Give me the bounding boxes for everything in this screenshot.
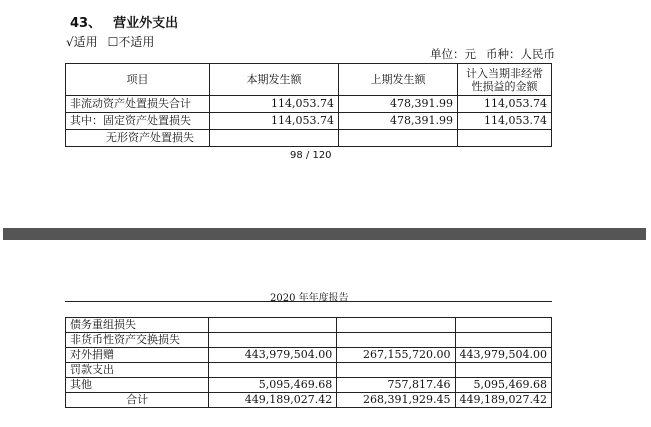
row-label: 非流动资产处置损失合计 <box>66 96 210 113</box>
header-prior-period: 上期发生额 <box>339 64 458 96</box>
table-row <box>66 348 552 363</box>
table-row <box>66 378 552 393</box>
nonrecurring-value: 114,053.74 <box>458 96 552 113</box>
current-period-value <box>210 130 339 147</box>
nonrecurring-value <box>455 333 551 348</box>
page-number: 98 / 120 <box>290 150 332 161</box>
row-label: 对外捐赠 <box>66 348 209 363</box>
table-row <box>66 318 552 333</box>
nonrecurring-value: 443,979,504.00 <box>455 348 551 363</box>
row-label: 无形资产处置损失 <box>66 130 210 147</box>
header-nonrecurring <box>458 64 552 96</box>
header-current-period: 本期发生额 <box>210 64 339 96</box>
section-heading: 营业外支出 <box>113 16 179 31</box>
report-header: 2020 年年度报告 <box>270 293 349 304</box>
nonrecurring-value <box>455 318 551 333</box>
total-nonrecurring: 449,189,027.42 <box>455 393 551 408</box>
nonrecurring-value <box>458 130 552 147</box>
prior-period-value: 478,391.99 <box>339 113 458 130</box>
table-row <box>66 113 552 130</box>
current-period-value: 114,053.74 <box>210 113 339 130</box>
applicability-options <box>66 33 154 50</box>
total-label: 合计 <box>66 393 209 408</box>
applicable-option: √适用 <box>66 35 98 49</box>
row-label: 其他 <box>66 378 209 393</box>
prior-period-value <box>339 130 458 147</box>
non-operating-expense-table-top <box>65 63 552 147</box>
row-label: 非货币性资产交换损失 <box>66 333 209 348</box>
current-period-value <box>209 318 337 333</box>
header-nonrecurring-line1: 计入当期非经常 <box>466 66 543 80</box>
current-period-value: 5,095,469.68 <box>209 378 337 393</box>
row-label: 其中：固定资产处置损失 <box>66 113 210 130</box>
nonrecurring-value: 114,053.74 <box>458 113 552 130</box>
total-prior-period: 268,391,929.45 <box>337 393 455 408</box>
total-row <box>66 393 552 408</box>
not-applicable-option: ☐不适用 <box>107 35 155 49</box>
header-rule <box>65 301 552 302</box>
table-row <box>66 363 552 378</box>
section-title <box>70 12 178 31</box>
table-header-row <box>66 64 552 96</box>
header-nonrecurring-line2: 性损益的金额 <box>471 79 538 93</box>
row-label: 罚款支出 <box>66 363 209 378</box>
prior-period-value: 267,155,720.00 <box>337 348 455 363</box>
currency-label: 币种：人民币 <box>486 47 555 61</box>
table-row <box>66 130 552 147</box>
row-label: 债务重组损失 <box>66 318 209 333</box>
total-current-period: 449,189,027.42 <box>209 393 337 408</box>
prior-period-value <box>337 318 455 333</box>
current-period-value <box>209 363 337 378</box>
unit-line <box>430 46 555 62</box>
nonrecurring-value <box>455 363 551 378</box>
prior-period-value: 478,391.99 <box>339 96 458 113</box>
table-row <box>66 96 552 113</box>
table-row <box>66 333 552 348</box>
unit-label: 单位：元 <box>430 47 476 61</box>
prior-period-value: 757,817.46 <box>337 378 455 393</box>
prior-period-value <box>337 363 455 378</box>
current-period-value <box>209 333 337 348</box>
current-period-value: 114,053.74 <box>210 96 339 113</box>
page-separator <box>3 228 646 240</box>
section-number: 43、 <box>70 16 102 31</box>
header-item: 项目 <box>66 64 210 96</box>
nonrecurring-value: 5,095,469.68 <box>455 378 551 393</box>
prior-period-value <box>337 333 455 348</box>
non-operating-expense-table-bottom <box>65 317 552 408</box>
current-period-value: 443,979,504.00 <box>209 348 337 363</box>
